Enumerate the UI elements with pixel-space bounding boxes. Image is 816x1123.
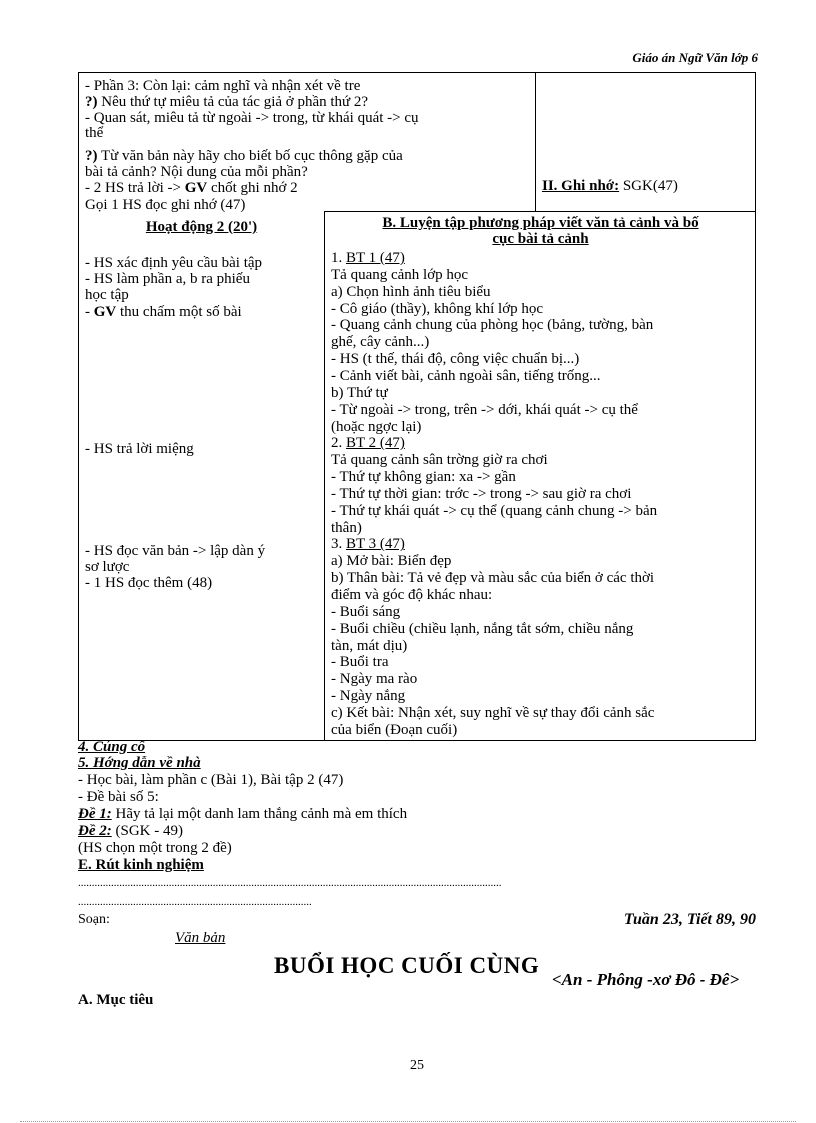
exercise-line: a) Mở bài: Biển đẹp [331,553,452,570]
exercise-line: - Buổi chiều (chiều lạnh, nắng tắt sớm, chiều nắng [331,620,634,637]
exercise-line: điểm và góc độ khác nhau: [331,587,493,603]
ghi-nho-label: II. Ghi nhớ: [542,178,620,194]
ghi-nho-value: SGK(47) [622,178,678,194]
exercise-line: - Cảnh viết bài, cảnh ngoài sân, tiếng trống... [331,367,601,384]
exercise-line: b) Thân bài: Tả vẻ đẹp và màu sắc của biển ở các thời [331,570,655,587]
topic-2-text: (SGK - 49) [111,823,183,839]
top-left-line: - 2 HS trả lời -> GV chốt ghi nhớ 2 [85,180,298,196]
gv-abbrev: GV [184,180,208,196]
week-period: Tuần 23, Tiết 89, 90 [623,911,756,928]
homework-line: (HS chọn một trong 2 đề) [78,840,232,856]
exercise-line: c) Kết bài: Nhận xét, suy nghĩ về sự thay đổi cảnh sắc [331,704,655,721]
exercise-label: BT 1 (47) [346,250,405,266]
table-divider-bottom [324,211,325,740]
section-b-heading: B. Luyện tập phương pháp viết văn tả cảnh và bố [382,215,699,231]
ghi-nho-note [542,179,678,194]
exercise-label: BT 3 (47) [346,536,405,553]
exercise-line: - HS (t thế, thái độ, công việc chuẩn bị...) [331,351,580,368]
author-name: <An - Phông -xơ Đô - Đê> [552,970,740,989]
top-left-line: thể [85,125,104,141]
exercise-line: - Thứ tự thời gian: trớc -> trong -> sau giờ ra chơi [331,485,632,502]
section-b-heading: cục bài tả cảnh [492,231,589,247]
exercise-line: - Cô giáo (thầy), không khí lớp học [331,300,544,317]
activity-heading: Hoạt động 2 (20') [145,219,258,235]
table-divider-top [535,73,536,211]
exercise-line: b) Thứ tự [331,384,388,401]
lesson-table [78,72,756,741]
exercise-label: BT 2 (47) [346,435,405,452]
exercise-line: của biển (Đoạn cuối) [331,721,458,738]
van-ban-label: Văn bản [175,930,226,946]
exercise-line: Tả quang cảnh lớp học [331,266,469,283]
left-col-line: - GV thu chấm một số bài [85,304,242,320]
left-col-line: - HS làm phần a, b ra phiếu [85,271,250,287]
exercise-line: 1. BT 1 (47) [331,250,405,266]
top-left-line: ?) Từ văn bản này hãy cho biết bố cục thông gặp của [85,148,403,164]
exercise-line: - Buổi sáng [331,603,401,620]
section-4-heading: 4. Củng cố [78,739,146,755]
exercise-line: - Ngày nắng [331,688,406,705]
gv-abbrev: GV [93,304,117,320]
left-col-line: - HS xác định yêu cầu bài tập [85,255,263,271]
dotted-line: .......................................................................................................................................................... [78,877,502,889]
exercise-line: tàn, mát dịu) [331,637,408,654]
top-left-line: - Phần 3: Còn lại: cảm nghĩ và nhận xét về tre [85,78,361,94]
question-text: Từ văn bản này hãy cho biết bố cục thông gặp của [97,148,403,164]
section-a-text: A. Mục tiêu [78,992,154,1008]
left-col-line: - 1 HS đọc thêm (48) [85,575,213,591]
top-left-line: Gọi 1 HS đọc ghi nhớ (47) [85,197,246,213]
homework-line: - Đề bài số 5: [78,789,159,805]
exercise-line: a) Chọn hình ảnh tiêu biểu [331,283,491,300]
topic-2-label: Đề 2: [78,823,112,839]
left-col-line: - HS trả lời miệng [85,441,194,457]
lesson-title: BUỔI HỌC CUỐI CÙNG [274,953,540,978]
topic-1 [78,807,407,822]
homework-line: - Học bài, làm phần c (Bài 1), Bài tập 2 (47) [78,772,344,788]
top-left-line: - Quan sát, miêu tả từ ngoài -> trong, từ khái quát -> cụ [85,110,419,126]
topic-2 [78,824,183,839]
section-5-heading: 5. Hớng dẫn về nhà [78,755,201,771]
exercise-line: (hoặc ngợc lại) [331,418,422,435]
question-text: Nêu thứ tự miêu tả của tác giả ở phần thứ 2? [97,94,369,110]
page-bottom-rule [20,1121,796,1122]
exercise-line: - Thứ tự không gian: xa -> gần [331,469,516,486]
exercise-line: 2. BT 2 (47) [331,435,405,452]
exercise-line: - Thứ tự khái quát -> cụ thể (quang cảnh chung -> bản [331,502,658,519]
exercise-line: - Buổi tra [331,654,389,671]
page-number: 25 [410,1058,424,1073]
dotted-line: ..................................................................................... [78,896,312,908]
left-col-line: học tập [85,287,129,303]
running-header: Giáo án Ngữ Văn lớp 6 [632,50,758,65]
top-left-line: bài tả cảnh? Nội dung của mỗi phần? [85,164,308,180]
exercise-line: - Ngày ma rào [331,671,418,688]
exercise-line: ghế, cây cảnh...) [331,334,430,351]
exercise-line: - Từ ngoài -> trong, trên -> dới, khái quát -> cụ thể [331,401,638,418]
exercise-line: Tả quang cảnh sân trờng giờ ra chơi [331,452,548,469]
left-col-line: - HS đọc văn bản -> lập dàn ý [85,543,266,559]
exercise-line: - Quang cảnh chung của phòng học (bảng, tường, bàn [331,317,654,334]
left-col-line: sơ lược [85,559,130,575]
soan-label: Soạn: [78,912,110,927]
exercise-line: thân) [331,519,362,536]
table-row-divider [324,211,755,212]
top-left-line: ?) Nêu thứ tự miêu tả của tác giả ở phần thứ 2? [85,94,369,110]
topic-1-text: Hãy tả lại một danh lam thắng cảnh mà em thích [111,806,408,822]
section-a-heading [78,993,153,1008]
section-e-heading: E. Rút kinh nghiệm [78,857,204,873]
exercise-line: 3. BT 3 (47) [331,536,405,553]
topic-1-label: Đề 1: [78,806,112,822]
